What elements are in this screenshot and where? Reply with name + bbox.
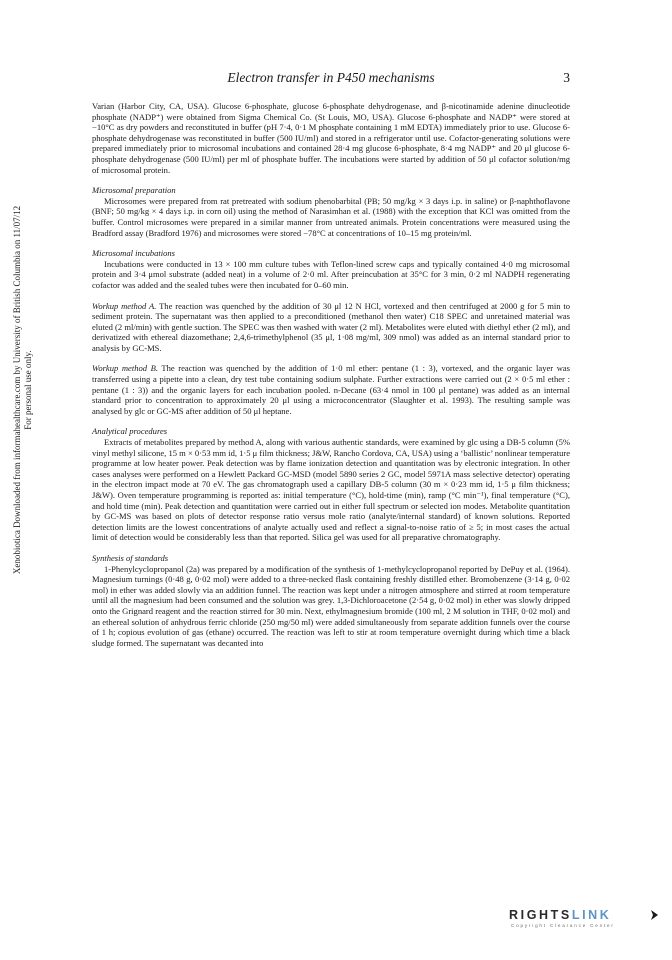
heading-microsomal-preparation: Microsomal preparation bbox=[92, 185, 176, 196]
running-title: Electron transfer in P450 mechanisms bbox=[227, 70, 435, 85]
text-workup-a: The reaction was quenched by the addition of 30 μl 12 N HCl, vortexed and then centrifuged at 2000 g for 5 min to sediment protein. The supernatant was then applied to a preconditioned (methanol then water) C18 SPEC and unretained material was eluted (2 ml/min) with gentle suction. The SPEC was then washed with water (2 ml). Metabolites were eluted with diethyl ether (2 ml), and derivatized with ethereal diazomethane; 2,4,6-trimethylphenol (35 μl, 1·08 mg/ml, 309 nmol) was added as an internal standard prior to analysis by GC-MS. bbox=[92, 300, 570, 353]
rightslink-tagline: Copyright Clearance Center bbox=[511, 923, 615, 928]
download-notice-text bbox=[12, 160, 34, 620]
download-notice-line-2: For personal use only. bbox=[23, 350, 33, 430]
paragraph-synthesis-of-standards: 1-Phenylcyclopropanol (2a) was prepared by a modification of the synthesis of 1-methylcyclopropanol reported by DePuy et al. (1964). Magnesium turnings (0·48 g, 0·02 mol) were added to a three-necked flask containing freshly distilled ether. Bromobenzene (3·14 g, 0·02 mol) in ether was added slowly via an addition funnel. The reaction was kept under a nitrogen atmosphere and stirred at room temperature until all the magnesium had been consumed and the solution was grey. 1,3-Dichloroacetone (2·54 g, 0·02 mol) in ether was slowly dripped onto the Grignard reagent and the reaction stirred for 30 min. Next, ethylmagnesium bromide (100 ml, 2 M solution in THF, 0·02 mol) and an ethereal solution of anhydrous ferric chloride (250 mg/50 ml) were added simultaneously from separate addition funnels over the course of 1 h; copious evolution of gas (ethane) occurred. The reaction was left to stir at room temperature overnight during which time a black sludge formed. The supernatant was decanted into bbox=[92, 563, 570, 648]
page-header bbox=[92, 70, 570, 86]
rightslink-wordmark bbox=[509, 908, 611, 922]
paragraph-materials: Varian (Harbor City, CA, USA). Glucose 6-phosphate, glucose 6-phosphate dehydrogenase, and β-nicotinamide adenine dinucleotide phosphate (NADP⁺) were obtained from Sigma Chemical Co. (St Louis, MO, USA). Glucose 6-phosphate and NADP⁺ were stored at −10°C as dry powders and reconstituted in buffer (pH 7·4, 0·1 M phosphate containing 1 mM EDTA) immediately prior to use. Glucose 6-phosphate dehydrogenase was reconstituted in buffer (500 IU/ml) and stored in a refrigerator until use. Cofactor-generating solutions were prepared immediately prior to microsomal incubations and contained 28·4 mg glucose 6-phosphate, 8·4 mg NADP⁺ and 20 μl glucose 6-phosphate dehydrogenase (500 IU/ml) per ml of phosphate buffer. The incubations were started by addition of 50 μl cofactor solution/mg of microsomal protein. bbox=[92, 101, 570, 175]
rightslink-word-rights: RIGHTS bbox=[509, 908, 572, 922]
article-body bbox=[92, 101, 570, 648]
heading-synthesis-of-standards: Synthesis of standards bbox=[92, 552, 169, 563]
rightslink-arrow-icon bbox=[650, 909, 660, 921]
download-notice-line-1: Xenobiotica Downloaded from informahealthcare.com by University of British Columbia on 11/07/12 bbox=[12, 205, 22, 575]
paragraph-microsomal-preparation: Microsomes were prepared from rat pretreated with sodium phenobarbital (PB; 50 mg/kg × 3 days i.p. in saline) or β-naphthoflavone (BNF; 50 mg/kg × 4 days i.p. in corn oil) using the method of Narasimhan et al. (1988) with the exception that KCl was omitted from the buffer. Control microsomes were prepared in a similar manner from untreated animals. Protein concentrations were measured using the Bradford assay (Bradford 1976) and microsomes were stored −78°C at concentrations of 10–15 mg protein/ml. bbox=[92, 195, 570, 238]
paragraph-workup-a bbox=[92, 301, 570, 354]
heading-workup-a: Workup method A. bbox=[92, 300, 157, 311]
heading-analytical-procedures: Analytical procedures bbox=[92, 426, 168, 437]
paragraph-microsomal-incubations: Incubations were conducted in 13 × 100 mm culture tubes with Teflon-lined screw caps and typically contained 4·0 mg microsomal protein and 3·4 μmol substrate (added neat) in a volume of 2·0 ml. After preincubation at 35°C for 3 min, 0·2 ml NADPH regenerating cofactor was added and the sealed tubes were then incubated for 0–60 min. bbox=[92, 258, 570, 290]
heading-microsomal-incubations: Microsomal incubations bbox=[92, 248, 176, 259]
download-notice bbox=[0, 0, 33, 575]
page-number: 3 bbox=[563, 70, 570, 85]
rightslink-word-link: LINK bbox=[571, 908, 612, 922]
text-workup-b: The reaction was quenched by the addition of 1·0 ml ether: pentane (1 : 3), vortexed, and the organic layer was transferred using a pipette into a clean, dry test tube containing sodium sulphate. Further extractions were carried out (2 × 0·5 ml ether : pentane (1 : 3)) and the organic layers for each incubation pooled. n-Decane (63·4 nmol in 100 μl pentane) was added as an internal standard prior to concentration to approximately 20 μl using a microconcentrator (Slaughter et al. 1993). The resulting sample was analysed by glc or GC-MS after addition of 50 μl heptane. bbox=[92, 363, 570, 416]
paragraph-analytical-procedures: Extracts of metabolites prepared by method A, along with various authentic standards, were examined by glc using a DB-5 column (5% vinyl methyl silicone, 15 m × 0·53 mm id, 1·5 μ film thickness; J&W, Rancho Cordova, CA, USA) using a ‘ballistic’ nonlinear temperature programme at low heater power. Peak detection was by flame ionization detection and quantitation was by electronic integration. In other cases analyses were performed on a Hewlett Packard GC-MSD (model 5890 series 2 GC, model 5971A mass selective detector) operating in the electron impact mode at 70 eV. The gas chromatograph used a capillary DB-5 column (30 m × 0·23 mm id, 1·5 μ film thickness; J&W). Oven temperature programming is reported as: initial temperature (°C), hold-time (min), ramp (°C min⁻¹), final temperature (°C), and hold time (min). Peak detection and quantitation were carried out in either full spectrum or selected ion modes. Metabolite quantitation by GC-MS was based on plots of detector response ratio versus mole ratio (analyte/internal standard) of known solutions. Reported detection limits are the lowest concentrations of analyte actually used and reflect a signal-to-noise ratio of ≥ 5; in most cases the actual limit of detection would be considerably less than that reported. Silica gel was used for all preparative chromatography. bbox=[92, 437, 570, 543]
rightslink-logo[interactable] bbox=[509, 908, 659, 940]
paragraph-workup-b bbox=[92, 363, 570, 416]
heading-workup-b: Workup method B. bbox=[92, 363, 158, 374]
